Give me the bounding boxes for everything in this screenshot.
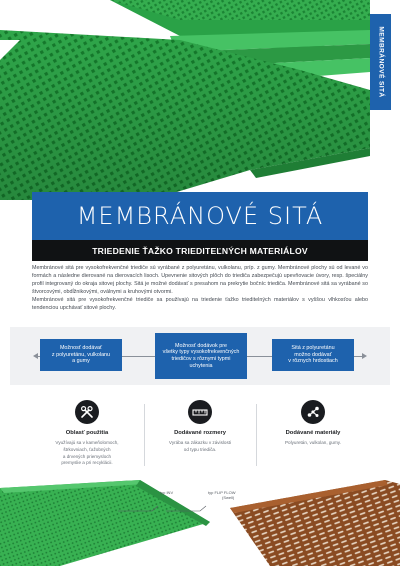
info-title: Oblasť použitia: [65, 430, 109, 436]
ruler-icon: [188, 400, 212, 424]
info-text: Vyrába sa zákazku v závislosti od typu triediča.: [168, 440, 232, 452]
info-dimensions: [145, 400, 255, 454]
page-subtitle: TRIEDENIE ŤAŽKO TRIEDITEĽNÝCH MATERIÁLOV: [92, 245, 308, 256]
feature-box-materials: [40, 339, 122, 371]
info-title: Dodávané rozmery: [174, 430, 226, 436]
hero-membrane-image: [0, 0, 370, 200]
features-strip: [10, 327, 390, 385]
bottom-product-images: [0, 478, 400, 566]
feature-text: Možnosť dodávať z polyuretánu, vulkolanu a gumy: [51, 345, 111, 365]
feature-text: Sitá z polyuretánu možno dodávať v rôznych hrdostiach: [288, 345, 338, 365]
info-materials: [258, 400, 368, 447]
title-band: [32, 192, 368, 240]
feature-text: Možnosť dodávok pre všetky typy vysokofrekvenčných triedičov s rôznymi typmi uchytenia: [162, 342, 240, 369]
feature-box-compatibility: [155, 333, 247, 379]
arrow-left-icon: [33, 353, 38, 359]
info-title: Dodávané materiály: [285, 430, 341, 436]
type-label-inv: typ INV: [160, 490, 174, 495]
tools-icon: [75, 400, 99, 424]
side-tab-label: MEMBRÁNOVÉ SITÁ: [377, 26, 384, 98]
side-section-tab: [370, 14, 391, 110]
subtitle-band: [32, 240, 368, 261]
info-text: Polyuretán, vulkolan, gumy.: [284, 440, 342, 445]
arrow-right-icon: [362, 353, 367, 359]
type-label-note: (Swell): [222, 495, 235, 500]
info-usage: [32, 400, 142, 467]
divider: [256, 404, 257, 466]
description-paragraph-1: Membránové sitá pre vysokofrekvenčné triediče sú vyrábané z polyuretánu, vulkolanu, príp. z gumy. Membránové plochy sú od levané vo formách a následne dierované na dierovacích lisoch. Upevnenie sitových plôch do triediča zabezpečujú upevňovacie úvory, resp. špeciálny profil integrovaný do okraja sitovej plochy. Sitá je možné dodávať s presahom na prekrytie bočníc triediča. Membránové sitá sa vyrábané so štvorcovými, obdĺžnikovými, oválnymi a kruhovými otvormi.: [32, 265, 368, 295]
molecule-icon: [301, 400, 325, 424]
description-paragraph-2: Membránové sitá pre vysokofrekvenčné triediče sa používajú na triedenie ťažko trieditelných materiálov s vyššou vlhkosťou alebo tendenciou upchávať sitové plochy.: [32, 297, 368, 311]
page-title: MEMBRÁNOVÉ SITÁ: [76, 202, 324, 230]
info-text: Využívajú sa v kameňolomoch, štrkovniach, ťažobných a drvených priemysloch premyslie a pri recyklácii.: [55, 440, 119, 466]
feature-box-thickness: [272, 339, 354, 371]
description-text: [32, 264, 368, 312]
type-label-flip-flow: typ FLIP FLOW: [208, 490, 236, 495]
